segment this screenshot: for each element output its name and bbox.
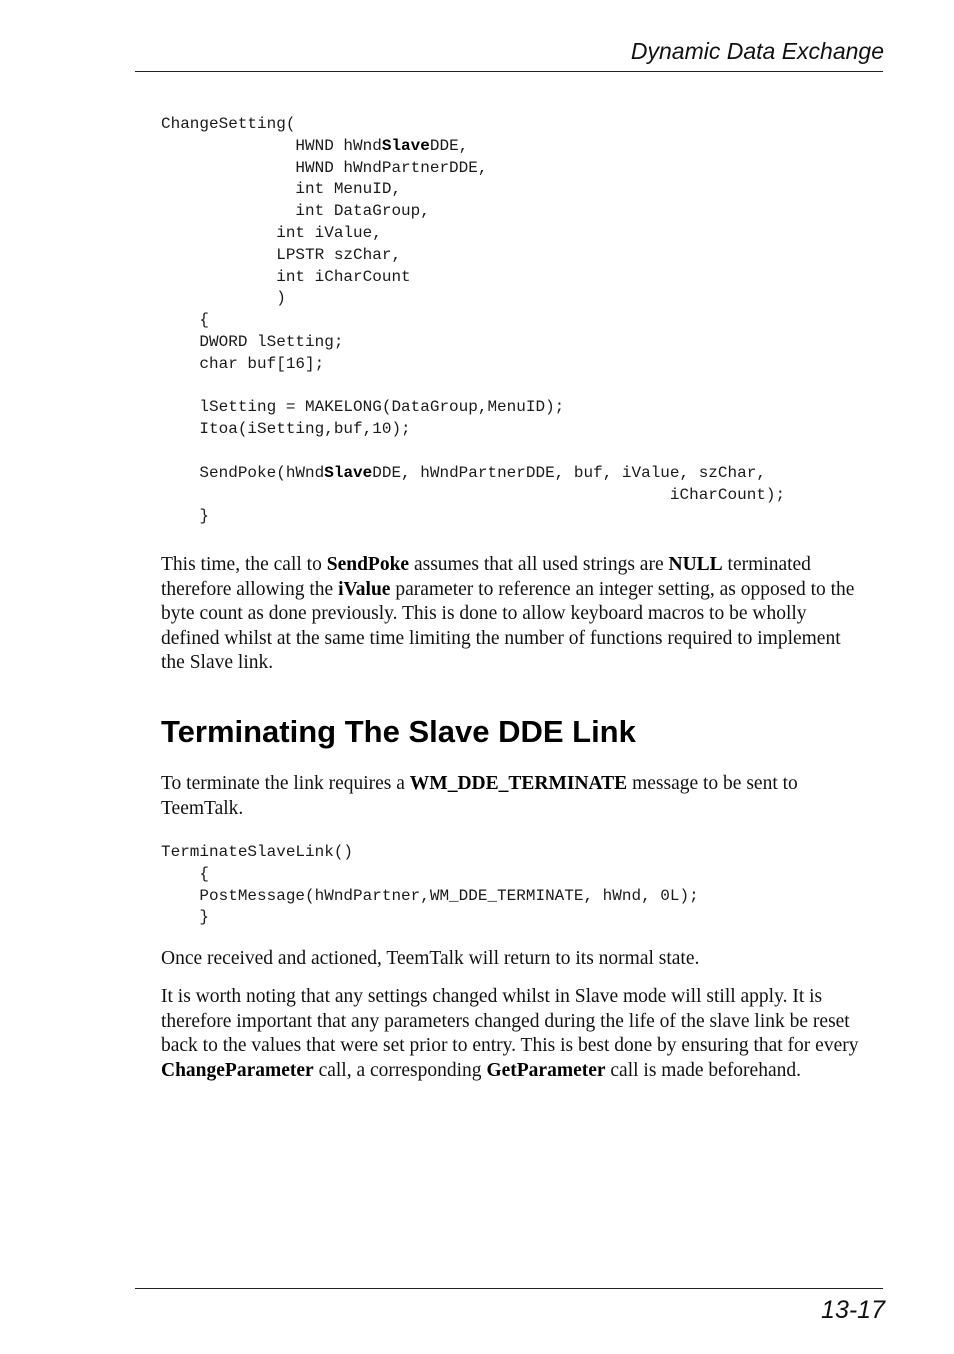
code-text: LPSTR szChar, [161,245,402,264]
code-line [161,267,785,289]
code-block-change-setting [161,114,785,528]
paragraph-text: terminated therefore allowing the [161,554,811,600]
code-line [161,310,785,332]
code-text: { [161,311,210,330]
code-text: DDE, hWndPartnerDDE, buf, iValue, szChar, [372,463,766,482]
code-line: PostMessage(hWndPartner,WM_DDE_TERMINATE, hWnd, 0L); [161,886,699,905]
code-text: int MenuID, [161,180,402,199]
code-line [161,179,785,201]
page-number: 13-17 [821,1296,885,1324]
keyword-wm-dde-terminate: WM_DDE_TERMINATE [409,773,628,794]
code-text: ) [161,289,286,308]
code-text: int iCharCount [161,267,411,286]
code-text: } [161,507,210,526]
code-text: HWND hWnd [161,136,382,155]
code-text: SendPoke(hWnd [161,463,325,482]
code-text: ChangeSetting( [161,115,296,133]
code-line: { [161,864,210,883]
code-line [161,245,785,267]
page-header-title: Dynamic Data Exchange [630,38,884,64]
code-line: } [161,908,210,927]
code-line [161,201,785,223]
code-line [161,463,785,485]
code-line [161,485,785,507]
code-text: int DataGroup, [161,202,430,221]
code-keyword-slave: Slave [324,463,373,482]
footer-rule [135,1288,883,1289]
code-block-terminate-slave-link [161,842,699,929]
paragraph-sendpoke-explanation [161,553,866,676]
code-text: lSetting = MAKELONG(DataGroup,MenuID); [161,398,565,417]
header-rule [135,71,883,72]
paragraph-text: assumes that all used strings are [409,554,669,575]
paragraph-text: It is worth noting that any settings changed whilst in Slave mode will still apply. It is therefore important that any parameters changed during the life of the slave link be reset back to the values that were set prior to entry. This is best done by ensuring that for every [161,986,859,1057]
paragraph-settings-note [161,985,866,1083]
code-text: DWORD lSetting; [161,332,344,351]
paragraph-terminate-intro [161,772,866,821]
code-line [161,419,785,441]
keyword-sendpoke: SendPoke [326,554,410,575]
paragraph-text: call, a corresponding [313,1059,487,1081]
paragraph-text: To terminate the link requires a [161,773,410,794]
code-line [161,223,785,245]
code-line [161,506,785,528]
code-line [161,288,785,310]
code-line [161,397,785,419]
code-text: HWND hWndPartnerDDE, [161,158,488,177]
code-line [161,441,785,463]
code-line [161,158,785,180]
code-line [161,136,785,158]
paragraph-text: message to be sent to TeemTalk. [161,773,798,819]
code-text: iCharCount); [161,485,786,504]
paragraph-text: This time, the call to [161,554,327,575]
keyword-getparameter: GetParameter [486,1059,606,1081]
paragraph-text: parameter to reference an integer setting, as opposed to the byte count as done previously. This is done to allow keyboard macros to be wholly defined whilst at the same time limiting the number of functions required to implement the Slave link. [161,578,855,674]
keyword-ivalue: iValue [338,578,391,600]
code-line [161,354,785,376]
code-text: DDE, [429,136,469,155]
section-heading: Terminating The Slave DDE Link [161,714,636,749]
code-text: char buf[16]; [161,354,325,373]
paragraph-normal-state: Once received and actioned, TeemTalk will return to its normal state. [161,948,700,969]
code-line [161,332,785,354]
keyword-changeparameter: ChangeParameter [161,1059,314,1081]
code-line [161,114,785,136]
keyword-null: NULL [668,554,723,575]
code-text: int iValue, [161,223,382,242]
code-keyword-slave: Slave [381,136,430,155]
code-line [161,376,785,398]
code-text: Itoa(iSetting,buf,10); [161,420,411,439]
code-line: TerminateSlaveLink() [161,843,354,861]
paragraph-text: call is made beforehand. [605,1059,801,1081]
